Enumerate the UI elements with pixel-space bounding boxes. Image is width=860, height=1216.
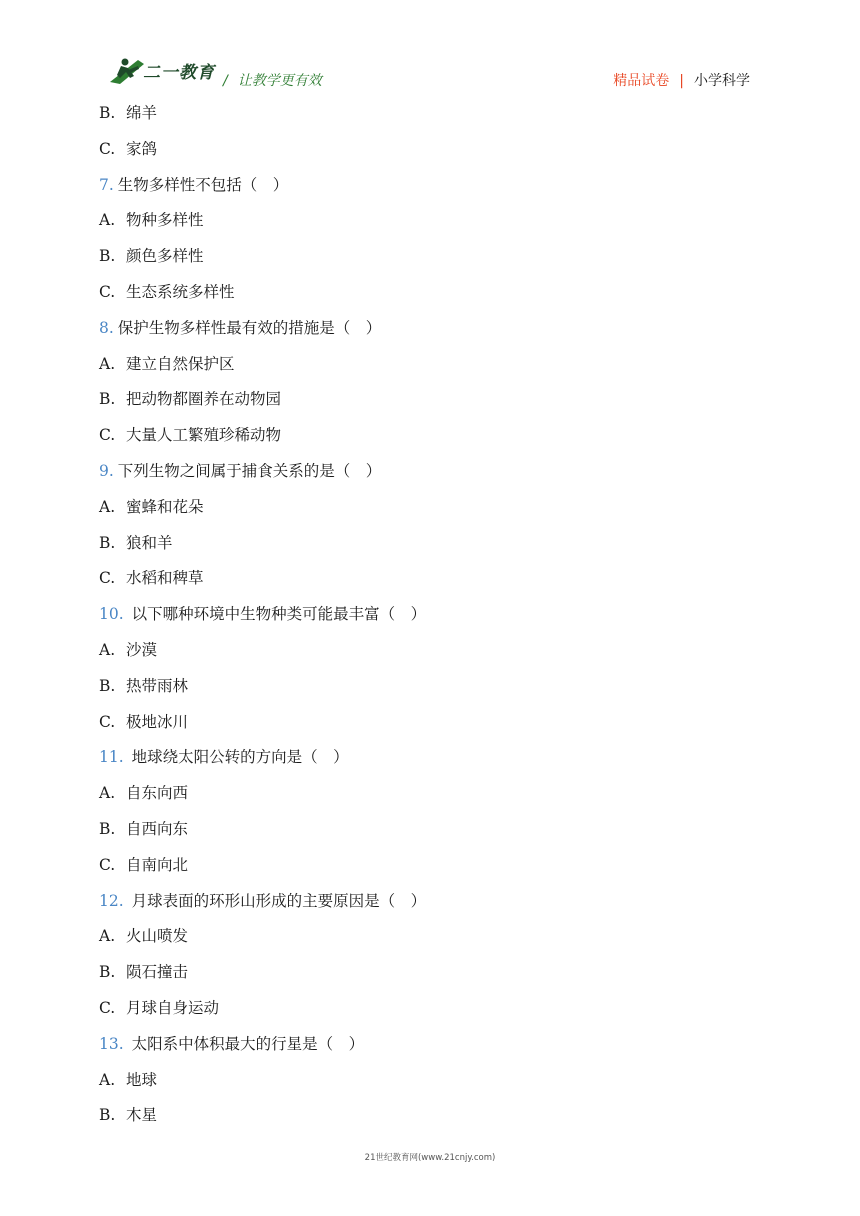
option-text: 家鸽	[126, 139, 158, 158]
option-text: 自西向东	[126, 819, 189, 838]
question-number: 8.	[99, 318, 114, 337]
question-number: 11.	[99, 748, 124, 767]
answer-option	[99, 851, 779, 887]
answer-option	[99, 206, 779, 242]
option-letter: C.	[99, 712, 116, 731]
option-text: 木星	[126, 1106, 158, 1125]
option-letter: B.	[99, 390, 116, 409]
option-text: 热带雨林	[126, 676, 189, 695]
question-text: 地球绕太阳公转的方向是（ ）	[131, 748, 349, 767]
question-stem	[99, 171, 779, 207]
option-letter: A.	[99, 927, 116, 946]
option-text: 建立自然保护区	[126, 354, 235, 373]
option-text: 生态系统多样性	[126, 282, 235, 301]
answer-option	[99, 135, 779, 171]
answer-option	[99, 421, 779, 457]
option-text: 把动物都圈养在动物园	[126, 390, 282, 409]
option-letter: B.	[99, 676, 116, 695]
subject-label: 小学科学	[694, 73, 750, 89]
option-letter: A.	[99, 211, 116, 230]
option-text: 沙漠	[126, 640, 158, 659]
option-text: 狼和羊	[126, 533, 173, 552]
option-letter: C.	[99, 855, 116, 874]
answer-option	[99, 242, 779, 278]
answer-option	[99, 815, 779, 851]
option-letter: A.	[99, 1070, 116, 1089]
answer-option	[99, 922, 779, 958]
option-text: 火山喷发	[126, 927, 189, 946]
option-text: 自东向西	[126, 784, 189, 803]
answer-option	[99, 385, 779, 421]
page-footer: 21世纪教育网(www.21cnjy.com)	[364, 1153, 496, 1163]
answer-option	[99, 994, 779, 1030]
question-number: 10.	[99, 605, 124, 624]
option-text: 绵羊	[126, 104, 158, 122]
header-divider: |	[679, 73, 684, 89]
question-stem	[99, 457, 779, 493]
option-letter: A.	[99, 640, 116, 659]
answer-option	[99, 529, 779, 565]
option-letter: A.	[99, 497, 116, 516]
option-letter: B.	[99, 104, 116, 122]
option-text: 月球自身运动	[126, 998, 220, 1017]
option-letter: C.	[99, 426, 116, 445]
answer-option	[99, 1066, 779, 1102]
slogan	[223, 70, 322, 90]
option-letter: C.	[99, 998, 116, 1017]
page-header	[0, 0, 860, 100]
option-letter: B.	[99, 819, 116, 838]
option-letter: A.	[99, 784, 116, 803]
answer-option	[99, 958, 779, 994]
option-text: 物种多样性	[126, 211, 204, 230]
question-number: 13.	[99, 1034, 124, 1053]
question-stem	[99, 600, 779, 636]
question-text: 下列生物之间属于捕食关系的是（ ）	[117, 461, 382, 480]
option-text: 颜色多样性	[126, 247, 204, 266]
option-text: 地球	[126, 1070, 158, 1089]
answer-option	[99, 779, 779, 815]
answer-option	[99, 350, 779, 386]
option-letter: B.	[99, 247, 116, 266]
answer-option	[99, 99, 779, 135]
question-stem	[99, 743, 779, 779]
question-list	[99, 99, 779, 1137]
question-number: 7.	[99, 175, 114, 194]
option-text: 水稻和稗草	[126, 569, 204, 588]
question-stem	[99, 887, 779, 923]
question-text: 以下哪种环境中生物种类可能最丰富（ ）	[131, 605, 427, 624]
answer-option	[99, 493, 779, 529]
question-text: 生物多样性不包括（ ）	[117, 175, 289, 194]
option-text: 大量人工繁殖珍稀动物	[126, 426, 282, 445]
answer-option	[99, 564, 779, 600]
option-text: 自南向北	[126, 855, 189, 874]
answer-option	[99, 636, 779, 672]
question-stem	[99, 1030, 779, 1066]
question-number: 9.	[99, 461, 114, 480]
header-tags	[613, 70, 750, 90]
answer-option	[99, 672, 779, 708]
option-text: 蜜蜂和花朵	[126, 497, 204, 516]
question-text: 月球表面的环形山形成的主要原因是（ ）	[131, 891, 427, 910]
option-letter: C.	[99, 282, 116, 301]
question-text: 保护生物多样性最有效的措施是（ ）	[117, 318, 382, 337]
slogan-text: 让教学更有效	[237, 73, 322, 89]
option-text: 极地冰川	[126, 712, 189, 731]
question-text: 太阳系中体积最大的行星是（ ）	[131, 1034, 365, 1053]
option-letter: A.	[99, 354, 116, 373]
logo-text: 二一教育	[143, 63, 215, 83]
question-number: 12.	[99, 891, 124, 910]
option-letter: C.	[99, 569, 116, 588]
option-letter: B.	[99, 1106, 116, 1125]
paper-type-label: 精品试卷	[613, 73, 670, 89]
option-letter: B.	[99, 963, 116, 982]
answer-option	[99, 1101, 779, 1137]
answer-option	[99, 278, 779, 314]
option-letter: B.	[99, 533, 116, 552]
option-text: 陨石撞击	[126, 963, 189, 982]
slogan-slash: /	[223, 73, 228, 89]
answer-option	[99, 708, 779, 744]
option-letter: C.	[99, 139, 116, 158]
question-stem	[99, 314, 779, 350]
